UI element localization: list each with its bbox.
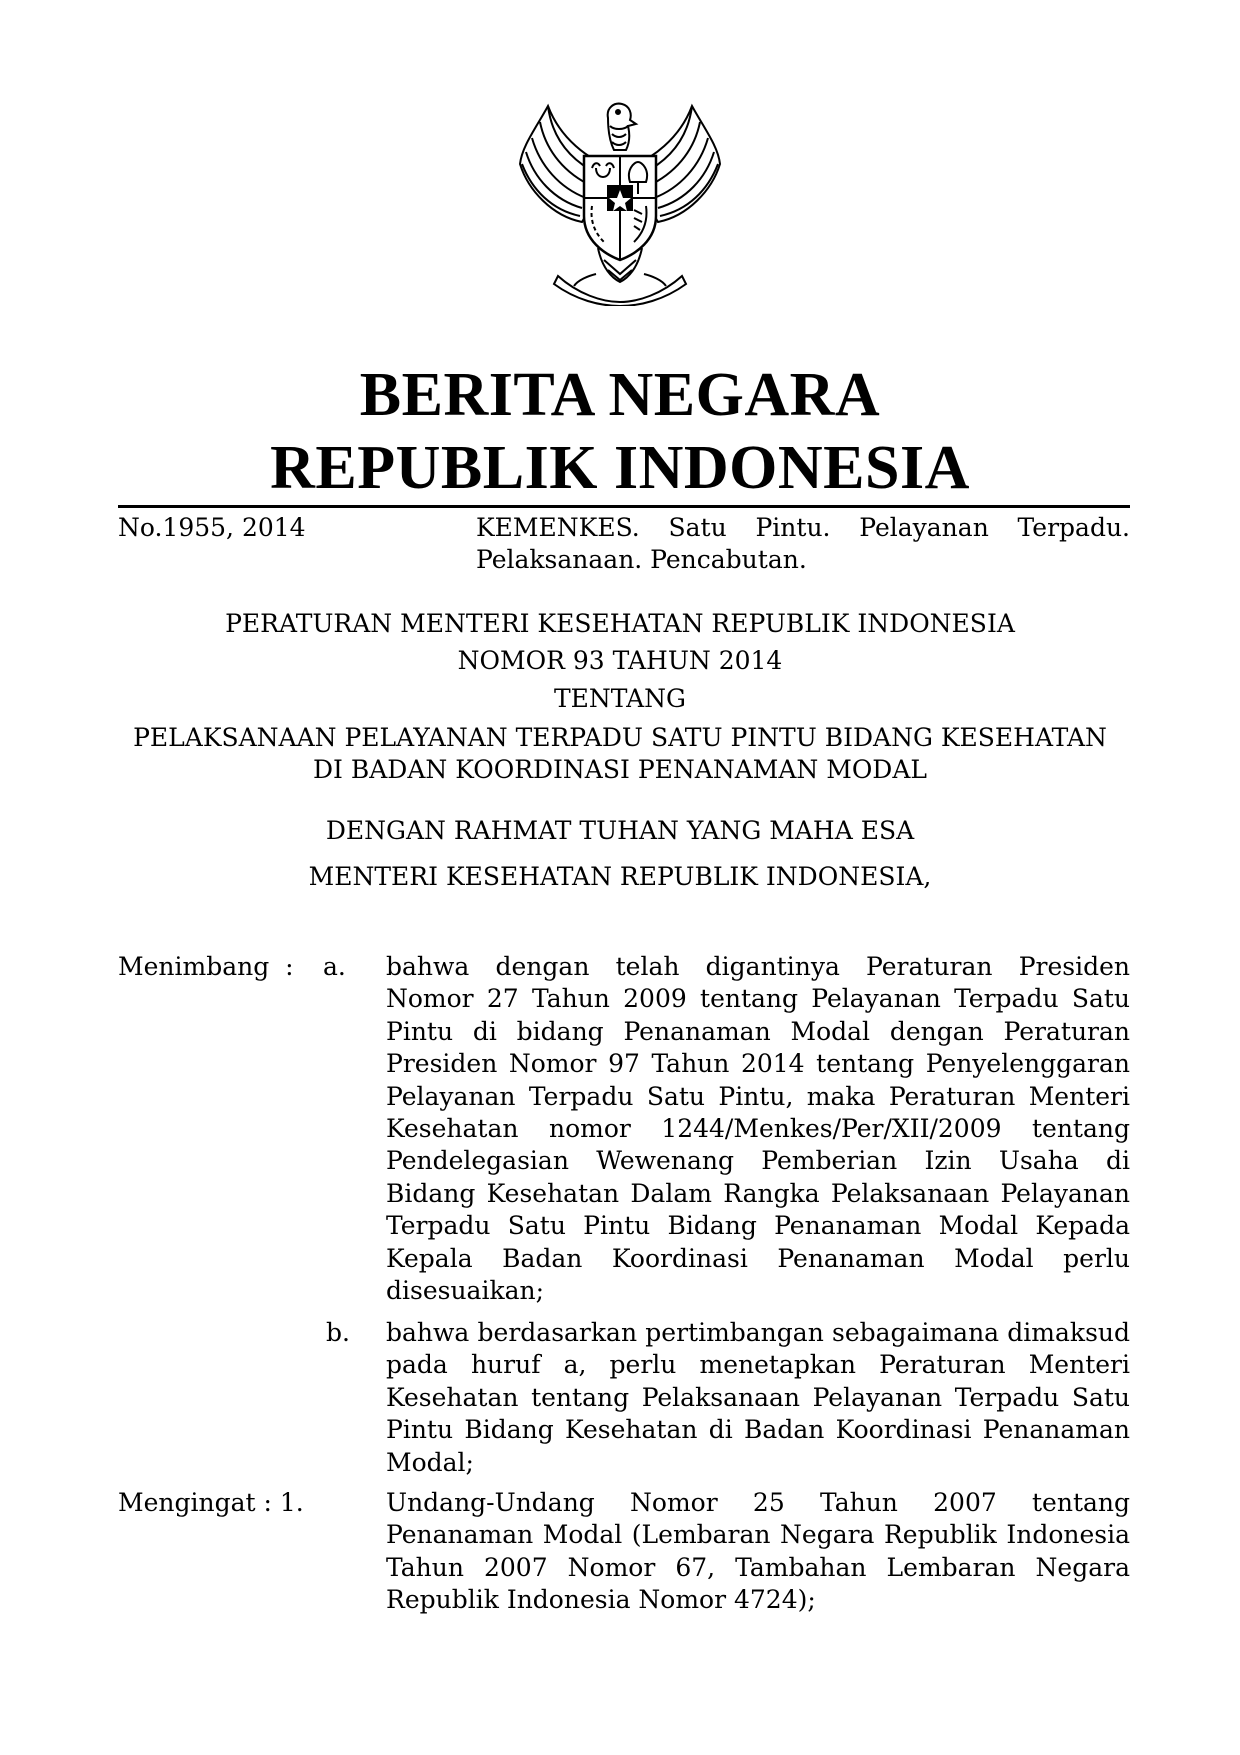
- gazette-title-line2: REPUBLIK INDONESIA: [270, 434, 970, 502]
- garuda-pancasila-emblem: [518, 98, 722, 306]
- header-divider: [118, 505, 1130, 508]
- regulation-about: TENTANG: [553, 684, 686, 713]
- menimbang-item-b: bahwa berdasarkan pertimbangan sebagaimana dimaksud pada huruf a, perlu menetapkan Peraturan Menteri Kesehatan tentang Pelaksanaan Pelayanan Terpadu Satu Pintu Bidang Kesehatan di Badan Koordinasi Penanaman Modal;: [386, 1318, 1130, 1477]
- regulation-minister: MENTERI KESEHATAN REPUBLIK INDONESIA,: [308, 862, 932, 891]
- regulation-title-line2: DI BADAN KOORDINASI PENANAMAN MODAL: [312, 755, 928, 784]
- mengingat-item-1: Undang-Undang Nomor 25 Tahun 2007 tentang Penanaman Modal (Lembaran Negara Republik Indonesia Tahun 2007 Nomor 67, Tambahan Lembaran Negara Republik Indonesia Nomor 4724);: [386, 1488, 1130, 1615]
- regulation-issuer: PERATURAN MENTERI KESEHATAN REPUBLIK INDONESIA: [225, 609, 1015, 638]
- regulation-invocation: DENGAN RAHMAT TUHAN YANG MAHA ESA: [325, 816, 915, 845]
- gazette-number: No.1955, 2014: [118, 513, 306, 542]
- mengingat-label: Mengingat : 1.: [118, 1488, 304, 1517]
- regulation-number: NOMOR 93 TAHUN 2014: [457, 646, 783, 675]
- menimbang-item-a: bahwa dengan telah digantinya Peraturan Presiden Nomor 27 Tahun 2009 tentang Pelayanan Terpadu Satu Pintu di bidang Penanaman Modal dengan Peraturan Presiden Nomor 97 Tahun 2014 tentang Penyelenggaran Pelayanan Terpadu Satu Pintu, maka Peraturan Menteri Kesehatan nomor 1244/Menkes/Per/XII/2009 tentang Pendelegasian Wewenang Pemberian Izin Usaha di Bidang Kesehatan Dalam Rangka Pelaksanaan Pelayanan Terpadu Satu Pintu Bidang Penanaman Modal Kepada Kepala Badan Koordinasi Penanaman Modal perlu disesuaikan;: [386, 952, 1130, 1306]
- gazette-title-line1: BERITA NEGARA: [359, 361, 881, 429]
- menimbang-label: Menimbang :: [118, 952, 294, 981]
- menimbang-marker-a: a.: [323, 952, 346, 981]
- menimbang-marker-b: b.: [326, 1318, 350, 1347]
- gazette-subject: KEMENKES. Satu Pintu. Pelayanan Terpadu. Pelaksanaan. Pencabutan.: [476, 513, 1130, 574]
- regulation-title-line1: PELAKSANAAN PELAYANAN TERPADU SATU PINTU BIDANG KESEHATAN: [133, 723, 1107, 752]
